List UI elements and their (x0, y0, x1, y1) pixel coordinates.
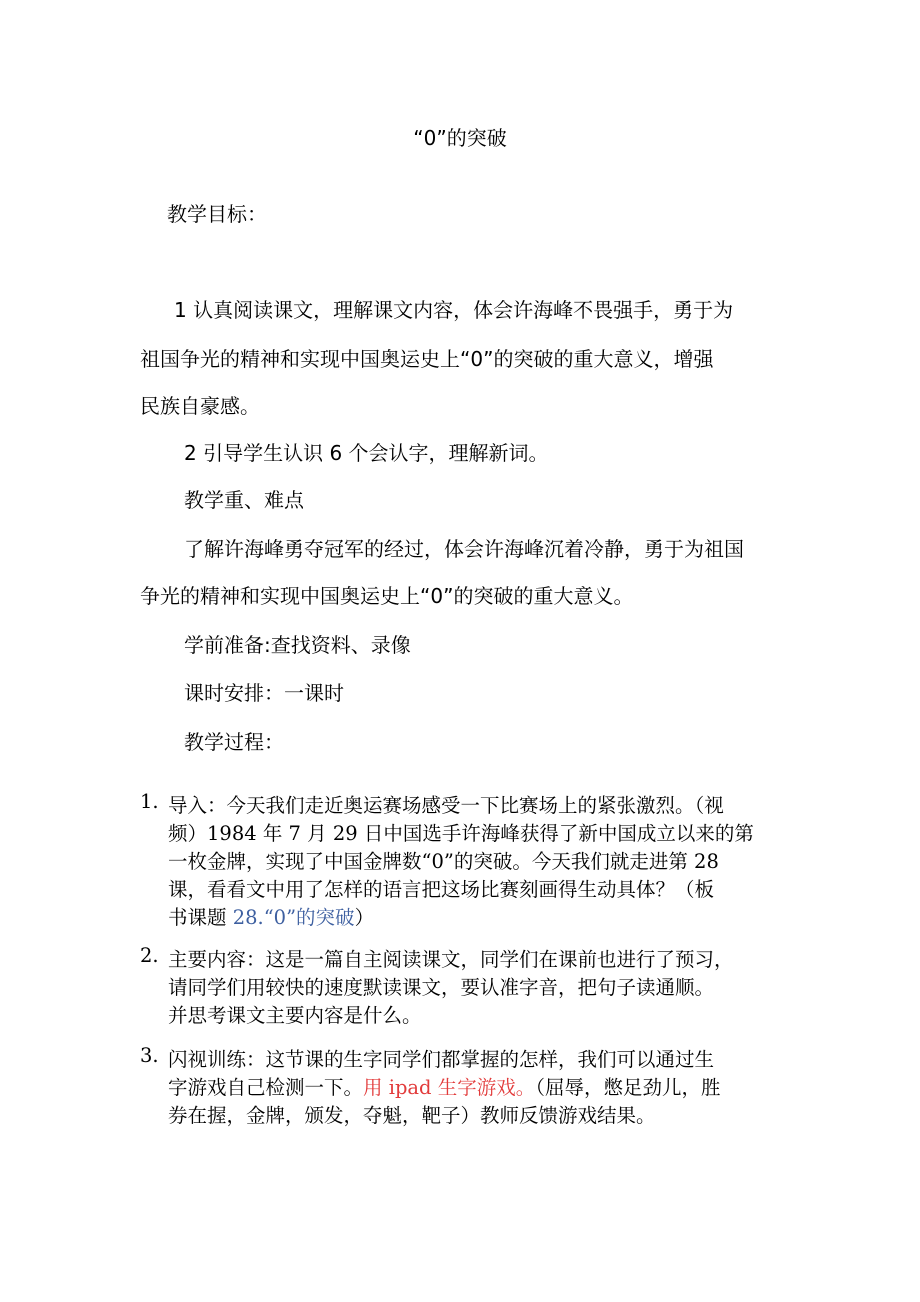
step-2-line-2: 请同学们用较快的速度默读课文，要认准字音，把句子读通顺。 (168, 976, 715, 999)
process-heading: 教学过程： (184, 730, 284, 754)
preparation: 学前准备:查找资料、录像 (184, 633, 411, 657)
text: ） (354, 906, 375, 929)
key-points-line-2: 争光的精神和实现中国奥运史上“0”的突破的重大意义。 (140, 584, 634, 608)
text: （屈辱，憋足劲儿，胜 (535, 1076, 721, 1099)
goals-heading: 教学目标： (167, 202, 267, 226)
goal-2: 2 引导学生认识 6 个会认字，理解新词。 (184, 441, 549, 465)
schedule: 课时安排：一课时 (184, 681, 344, 705)
step-3-line-1: 闪视训练：这节课的生字同学们都掌握的怎样，我们可以通过生 (168, 1048, 715, 1071)
ipad-game-link[interactable]: 用 ipad 生字游戏。 (363, 1076, 536, 1099)
text: 书课题 (168, 906, 233, 929)
goal-1-line-1: 1 认真阅读课文，理解课文内容，体会许海峰不畏强手，勇于为 (174, 298, 734, 322)
step-3-line-2 (168, 1072, 721, 1100)
key-points-heading: 教学重、难点 (184, 488, 304, 512)
step-1-line-4: 课，看看文中用了怎样的语言把这场比赛刻画得生动具体？（板 (168, 878, 715, 901)
lesson-title-link[interactable]: 28.“0”的突破 (232, 906, 355, 929)
list-number: 1. (140, 790, 159, 813)
step-3-line-3: 券在握，金牌，颁发，夺魁，靶子）教师反馈游戏结果。 (168, 1104, 656, 1127)
list-number: 2. (140, 944, 159, 967)
goal-1-line-2: 祖国争光的精神和实现中国奥运史上“0”的突破的重大意义，增强 (140, 347, 714, 371)
goal-1-line-3: 民族自豪感。 (140, 394, 260, 418)
step-1-line-2: 频）1984 年 7 月 29 日中国选手许海峰获得了新中国成立以来的第 (168, 822, 754, 845)
step-1-line-3: 一枚金牌，实现了中国金牌数“0”的突破。今天我们就走进第 28 (168, 850, 719, 873)
key-points-line-1: 了解许海峰勇夺冠军的经过，体会许海峰沉着冷静，勇于为祖国 (184, 537, 744, 561)
text: 字游戏自己检测一下。 (168, 1076, 364, 1099)
step-2-line-1: 主要内容：这是一篇自主阅读课文，同学们在课前也进行了预习， (168, 948, 734, 971)
step-2-line-3: 并思考课文主要内容是什么。 (168, 1004, 422, 1027)
list-number: 3. (140, 1044, 159, 1067)
step-1-line-5 (168, 902, 374, 930)
page-title: “0”的突破 (413, 126, 507, 150)
step-1-line-1: 导入：今天我们走近奥运赛场感受一下比赛场上的紧张激烈。（视 (168, 794, 724, 817)
